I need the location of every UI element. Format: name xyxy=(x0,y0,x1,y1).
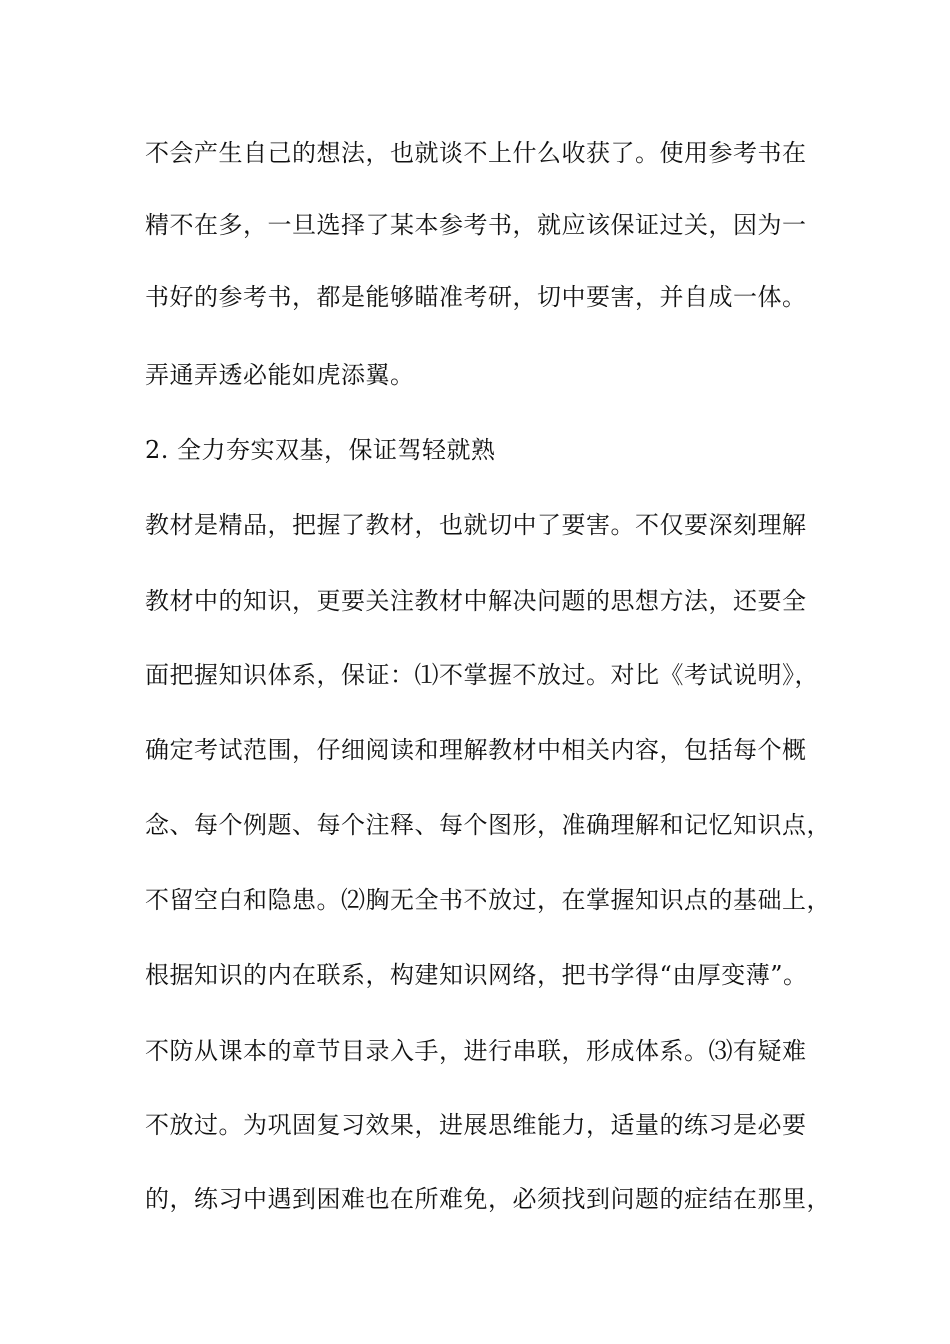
text-line: 根据知识的内在联系，构建知识网络，把书学得“由厚变薄”。 xyxy=(145,961,808,989)
text-line: 不留空白和隐患。⑵胸无全书不放过，在掌握知识点的基础上， xyxy=(145,886,831,914)
text-line: 不防从课本的章节目录入手，进行串联，形成体系。⑶有疑难 xyxy=(145,1037,807,1065)
text-line: 书好的参考书，都是能够瞄准考研，切中要害，并自成一体。 xyxy=(145,283,807,311)
text-line: 教材中的知识，更要关注教材中解决问题的思想方法，还要全 xyxy=(145,587,807,615)
text-line: 面把握知识体系，保证：⑴不掌握不放过。对比《考试说明》， xyxy=(145,661,819,689)
text-line: 确定考试范围，仔细阅读和理解教材中相关内容，包括每个概 xyxy=(145,736,807,764)
text-line: 不会产生自己的想法，也就谈不上什么收获了。使用参考书在 xyxy=(145,139,807,167)
text-line: 精不在多，一旦选择了某本参考书，就应该保证过关，因为一 xyxy=(145,211,807,239)
text-line: 的，练习中遇到困难也在所难免，必须找到问题的症结在那里， xyxy=(145,1185,831,1213)
text-line: 念、每个例题、每个注释、每个图形，准确理解和记忆知识点， xyxy=(145,811,831,839)
text-line: 弄通弄透必能如虎添翼。 xyxy=(145,361,415,389)
section-heading: 2. 全力夯实双基，保证驾轻就熟 xyxy=(145,436,496,464)
text-line: 教材是精品，把握了教材，也就切中了要害。不仅要深刻理解 xyxy=(145,511,807,539)
text-line: 不放过。为巩固复习效果，进展思维能力，适量的练习是必要 xyxy=(145,1111,807,1139)
